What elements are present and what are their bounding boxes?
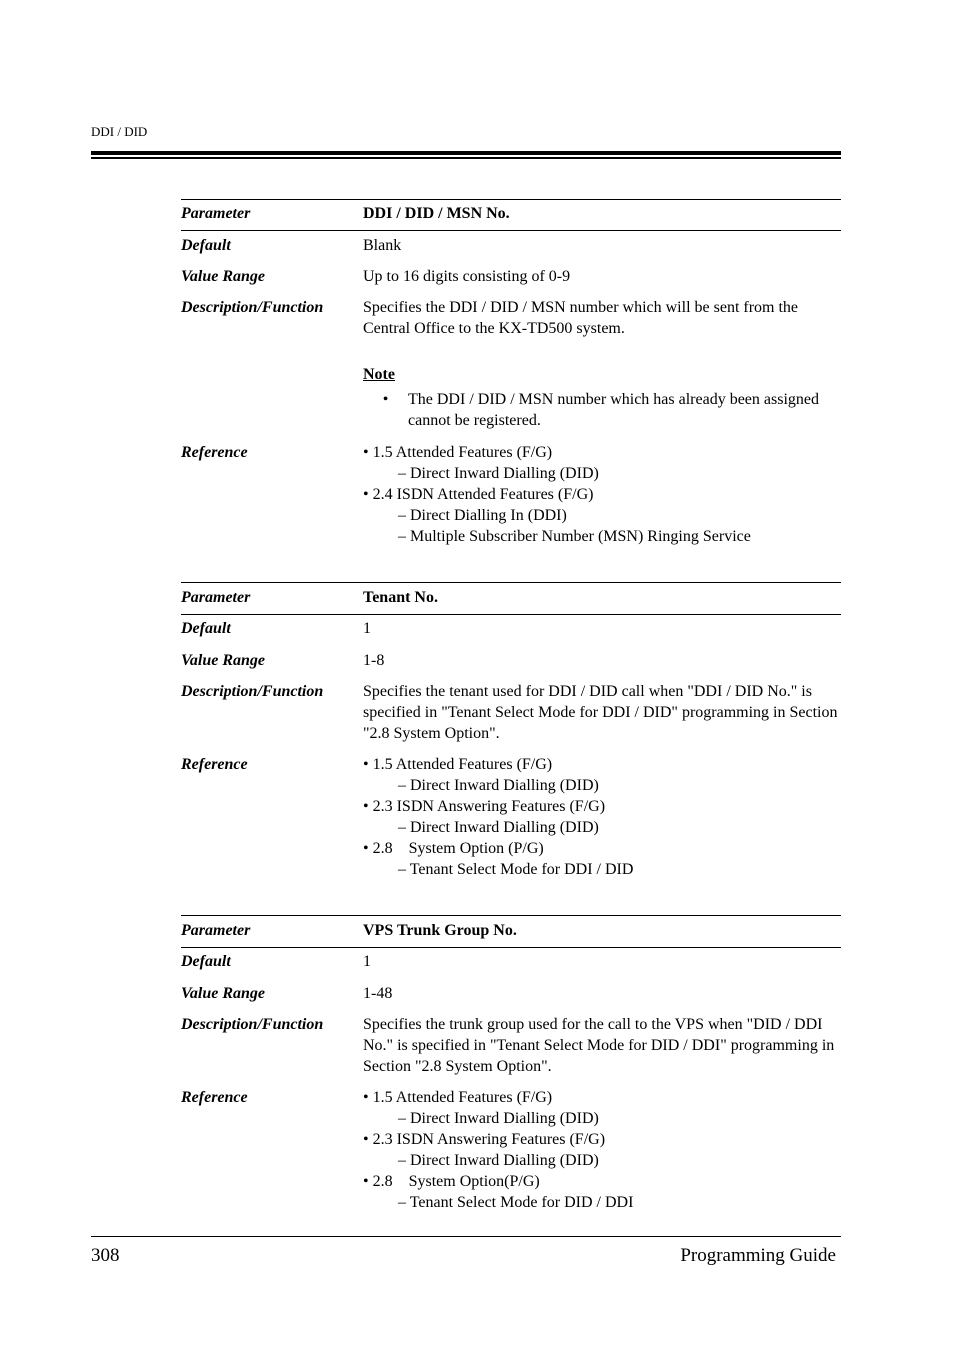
parameter-table-ddi-did-msn: [181, 199, 841, 549]
value-range: Up to 16 digits consisting of 0-9: [363, 268, 571, 285]
description-label: Description/Function: [181, 299, 324, 316]
note-block: [363, 364, 841, 431]
reference-label: Reference: [181, 1089, 248, 1106]
default-value: Blank: [363, 237, 402, 254]
parameter-value: DDI / DID / MSN No.: [363, 205, 510, 222]
bullet-icon: •: [382, 391, 389, 408]
default-value: 1: [363, 620, 371, 637]
description-text: Specifies the DDI / DID / MSN number which will be sent from the Central Office to the KX-TD500 system.: [363, 299, 799, 337]
value-range: 1-8: [363, 652, 385, 669]
reference-subitem: – Direct Inward Dialling (DID): [398, 1110, 599, 1127]
reference-subitem: – Tenant Select Mode for DDI / DID: [398, 861, 634, 878]
header-rule-thick: [91, 151, 841, 155]
description-text: Specifies the trunk group used for the call to the VPS when "DID / DDI No." is specified in "Tenant Select Mode for DID / DDI" programming in Section "2.8 System Option".: [363, 1016, 835, 1075]
reference-list: [363, 1087, 841, 1213]
reference-list: [363, 442, 841, 547]
parameter-value: Tenant No.: [363, 589, 438, 606]
default-label: Default: [181, 620, 231, 637]
table-top-rule: [181, 582, 841, 583]
header-rule-thin: [91, 157, 841, 159]
footer-rule: [91, 1236, 841, 1237]
reference-subitem: – Tenant Select Mode for DID / DDI: [398, 1194, 634, 1211]
description-text: Specifies the tenant used for DDI / DID call when "DDI / DID No." is specified in "Tenant Select Mode for DDI / DID" programming in Section "2.8 System Option".: [363, 683, 838, 742]
reference-subitem: – Direct Inward Dialling (DID): [398, 1152, 599, 1169]
parameter-table-tenant-no: [181, 582, 841, 882]
value-range-label: Value Range: [181, 985, 266, 1002]
table-header-rule: [181, 614, 841, 615]
reference-label: Reference: [181, 444, 248, 461]
running-header: DDI / DID: [91, 124, 148, 139]
table-top-rule: [181, 199, 841, 200]
reference-item: • 1.5 Attended Features (F/G): [363, 444, 553, 461]
parameter-label: Parameter: [181, 922, 251, 939]
value-range-label: Value Range: [181, 268, 266, 285]
reference-subitem: – Direct Inward Dialling (DID): [398, 819, 599, 836]
reference-subitem: – Multiple Subscriber Number (MSN) Ringing Service: [398, 528, 751, 545]
reference-item: • 2.8 System Option(P/G): [363, 1173, 540, 1190]
reference-item: • 2.4 ISDN Attended Features (F/G): [363, 486, 594, 503]
reference-subitem: – Direct Inward Dialling (DID): [398, 465, 599, 482]
note-title: Note: [363, 366, 395, 383]
parameter-label: Parameter: [181, 589, 251, 606]
reference-item: • 1.5 Attended Features (F/G): [363, 1089, 553, 1106]
description-label: Description/Function: [181, 683, 324, 700]
value-range-label: Value Range: [181, 652, 266, 669]
table-header-rule: [181, 230, 841, 231]
default-value: 1: [363, 953, 371, 970]
reference-label: Reference: [181, 756, 248, 773]
reference-item: • 2.3 ISDN Answering Features (F/G): [363, 1131, 606, 1148]
footer-title: Programming Guide: [680, 1245, 836, 1266]
reference-item: • 2.8 System Option (P/G): [363, 840, 544, 857]
parameter-value: VPS Trunk Group No.: [363, 922, 517, 939]
page-number: 308: [91, 1245, 120, 1266]
note-text: The DDI / DID / MSN number which has already been assigned cannot be registered.: [408, 391, 820, 429]
table-top-rule: [181, 915, 841, 916]
parameter-table-vps-trunk-group: [181, 915, 841, 1215]
table-header-rule: [181, 947, 841, 948]
reference-list: [363, 754, 841, 880]
reference-item: • 2.3 ISDN Answering Features (F/G): [363, 798, 606, 815]
reference-item: • 1.5 Attended Features (F/G): [363, 756, 553, 773]
default-label: Default: [181, 953, 231, 970]
parameter-label: Parameter: [181, 205, 251, 222]
description-label: Description/Function: [181, 1016, 324, 1033]
default-label: Default: [181, 237, 231, 254]
value-range: 1-48: [363, 985, 393, 1002]
reference-subitem: – Direct Dialling In (DDI): [398, 507, 567, 524]
note-item: [363, 389, 841, 431]
reference-subitem: – Direct Inward Dialling (DID): [398, 777, 599, 794]
